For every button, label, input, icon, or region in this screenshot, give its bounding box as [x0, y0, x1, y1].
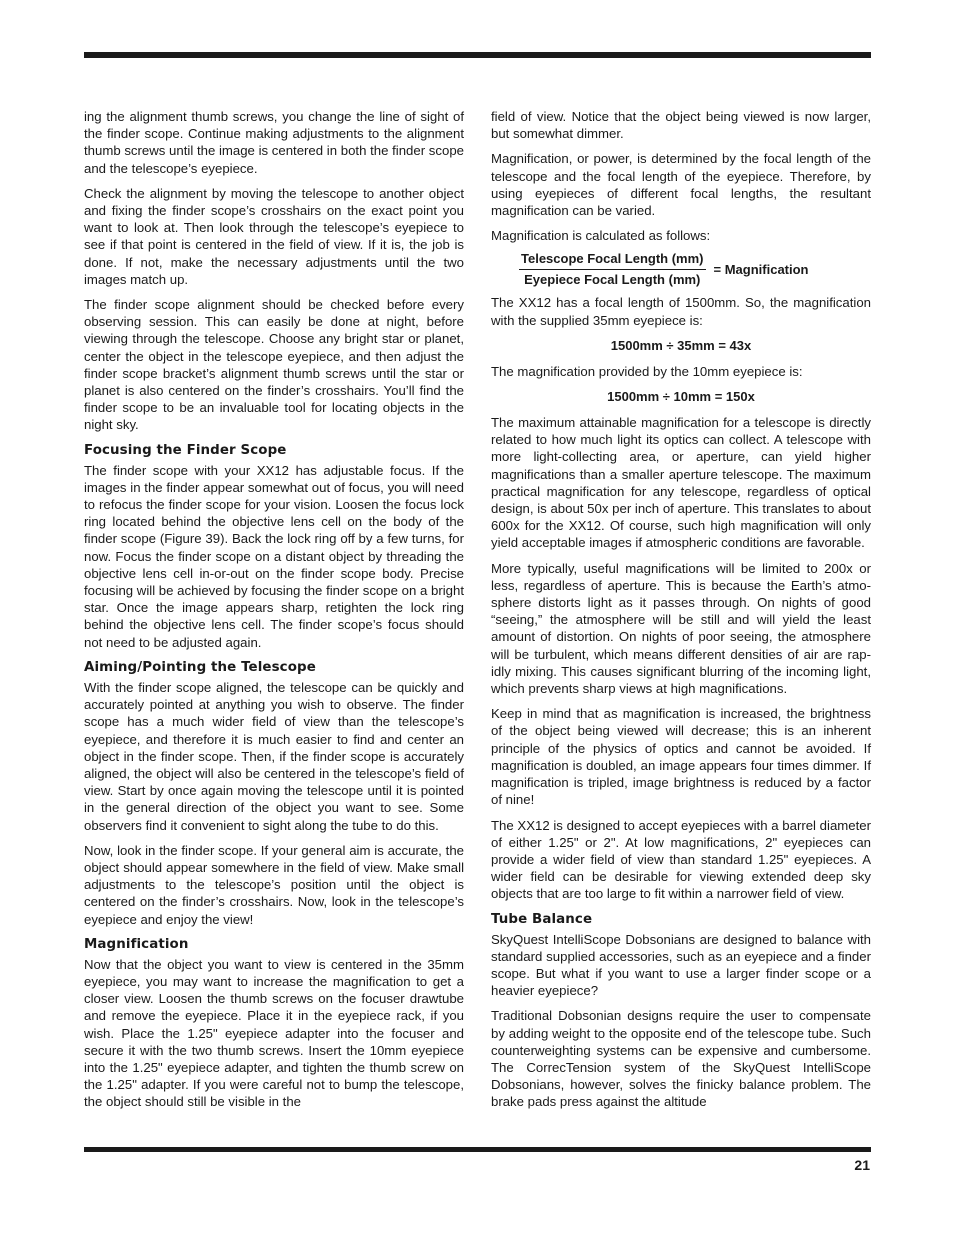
formula-35mm: 1500mm ÷ 35mm = 43x: [610, 337, 752, 353]
paragraph: field of view. Notice that the object being viewed is now larger, but somewhat dimmer.: [491, 109, 871, 142]
left-column: [84, 108, 464, 1119]
formula-10mm: 1500mm ÷ 10mm = 150x: [607, 389, 755, 405]
paragraph: With the finder scope aligned, the telescope can be quickly and accurately pointed at anything you wish to observe. The finder scope has a much wider field of view than the telescope’s eyepiece, and therefore it is much easier to find and center an object in the finder scope. Then, if the finder scope is accurately aligned, the object will also be centered in the telescope’s field of view. Start by once again moving the telescope until it is pointed in the general direction of the object you want to see. Some observers find it convenient to sight along the tube to do this.: [84, 679, 464, 833]
heading-aiming-pointing: Aiming/Pointing the Telescope: [84, 659, 316, 675]
paragraph: ing the alignment thumb screws, you change the line of sight of the finder scope. Continue making adjustments to the alignment thumb screws until the image is centered in both the finder scope and the telescope’s eyepiece.: [84, 109, 464, 176]
paragraph: Check the alignment by moving the telescope to another object and fixing the finder scope’s crosshairs on the exact point you want to look at. Then look through the telescope’s eyepiece to see if that point is centered in the field of view. If it is, the job is done. If not, make the necessary adjustments until the two images match up.: [84, 185, 464, 287]
paragraph: Now, look in the finder scope. If your general aim is accurate, the object should appear somewhere in the field of view. Make small adjustments to the telescope’s position until the object is centered on the finder’s crosshairs. Now, look in the telescope’s eyepiece and enjoy the view!: [84, 842, 464, 927]
heading-focusing-finder-scope: Focusing the Finder Scope: [84, 442, 287, 458]
paragraph: Magnification, or power, is determined by the focal length of the telescope and the focal length of the eyepiece. Therefore, by using eyepieces of different focal lengths, the resultant magnification can be varied.: [491, 151, 871, 219]
paragraph: The finder scope with your XX12 has adjustable focus. If the images in the finder appear somewhat out of focus, you will need to refocus the finder scope for your vision. Loosen the focus lock ring located behind the objective lens cell on the body of the finder scope (Figure 39). Back the lock ring off by a few turns, for now. Focus the finder scope on a distant object by threading the objective lens cell in-or-out on the finder scope body. Precise focusing will be achieved by focusing the finder scope on a bright star. Once the image appears sharp, retighten the lock ring behind the objective lens cell. The finder scope’s focus should not need to be adjusted again.: [84, 462, 464, 650]
fraction-numerator: Telescope Focal Length (mm): [519, 251, 706, 270]
fraction-denominator: Eyepiece Focal Length (mm): [524, 272, 701, 288]
paragraph: Magnification is calculated as follows:: [491, 228, 711, 244]
paragraph: The magnification provided by the 10mm eyepiece is:: [491, 363, 803, 379]
formula-fraction: [519, 251, 706, 288]
top-rule: [84, 52, 871, 58]
paragraph: Traditional Dobsonian designs require the user to compensate by adding weight to the opposite end of the telescope tube. Such counterweighting systems can be expensive and cumbersome. The CorrecTension system of the SkyQuest IntelliScope Dobsonians, however, solves the finicky balance problem. The brake pads press against the altitude: [491, 1008, 871, 1110]
paragraph: The XX12 is designed to accept eyepieces with a barrel diameter of either 1.25" or 2". At low magnifications, 2" eyepieces can provide a wider field of view than standard 1.25" eyepieces. A wider field can be desirable for viewing extended deep sky objects that are too large to fit within a narrower field of view.: [491, 817, 871, 902]
magnification-formula: [519, 251, 871, 288]
heading-magnification: Magnification: [84, 936, 189, 952]
fraction-result: = Magnification: [713, 262, 809, 278]
right-column: [491, 108, 871, 1119]
paragraph: The finder scope alignment should be checked before every observing session. This can easily be done at night, before viewing through the telescope. Choose any bright star or planet, center the object in the telescope eyepiece, and then adjust the finder scope bracket’s alignment thumb screws until the star or planet is also centered on the finder’s crosshairs. You’ll find the finder scope to be an invaluable tool for locating objects in the night sky.: [84, 297, 464, 433]
paragraph: Keep in mind that as magnification is increased, the brightness of the object being viewed will decrease; this is an inherent principle of the physics of optics and cannot be avoided. If magnification is doubled, an image appears four times dimmer. If magnification is tripled, image brightness is reduced by a factor of nine!: [491, 706, 871, 808]
paragraph: SkyQuest IntelliScope Dobsonians are designed to balance with standard supplied accessories, such as an eyepiece and a finder scope. But what if you want to use a larger finder scope or a heavier eyepiece?: [491, 931, 871, 999]
paragraph: The maximum attainable magnification for a telescope is directly related to how much light its optics can collect. A telescope with more light-collecting area, or aperture, can yield higher magnifications than a smaller aperture telescope. The maximum practical magnification for any telescope, regardless of optical design, is about 50x per inch of aperture. This translates to about 600x for the XX12. Of course, such high magnification will only yield acceptable images if atmospheric conditions are favorable.: [491, 415, 871, 551]
heading-tube-balance: Tube Balance: [491, 911, 593, 927]
paragraph: Now that the object you want to view is centered in the 35mm eyepiece, you may want to increase the magnification to get a closer view. Loosen the thumb screws on the focuser drawtube and remove the eyepiece. Place it in the eyepiece rack, if you wish. Place the 1.25" eyepiece adapter into the focuser and secure it with the two thumb screws. Insert the 10mm eyepiece into the 1.25" eyepiece adapter, and tighten the thumb screw on the 1.25" adapter. If you were careful not to bump the telescope, the object should still be visible in the: [84, 956, 464, 1110]
bottom-rule: [84, 1147, 871, 1152]
paragraph: The XX12 has a focal length of 1500mm. So, the magnification with the supplied 35mm eyepiece is:: [491, 295, 871, 328]
paragraph: More typically, useful magnifications will be limited to 200x or less, regardless of aperture. This is because the Earth’s atmosphere distorts light as it passes through. On nights of good “seeing,” the atmosphere will be still and will yield the least amount of distortion. On nights of poor seeing, the atmosphere will be turbulent, which means different densities of air are rapidly mixing. This causes significant blurring of the incoming light, which prevents sharp views at high magnifications.: [491, 560, 871, 697]
page-number: 21: [854, 1157, 870, 1173]
